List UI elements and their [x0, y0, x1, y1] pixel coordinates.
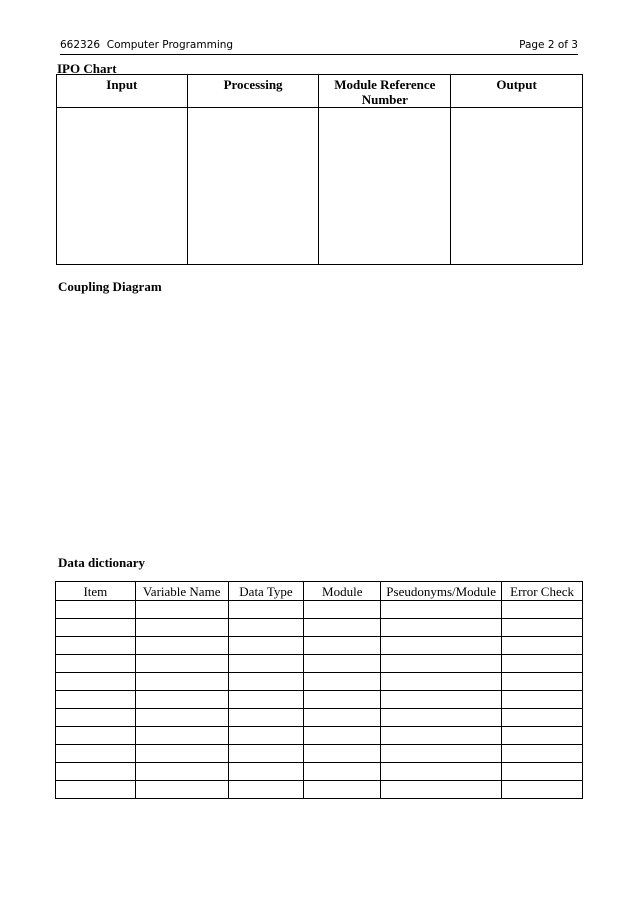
table-cell[interactable] [502, 727, 583, 745]
table-cell[interactable] [228, 637, 304, 655]
table-cell[interactable] [381, 655, 502, 673]
table-cell[interactable] [381, 601, 502, 619]
table-cell[interactable] [228, 691, 304, 709]
table-row [56, 655, 583, 673]
table-row [56, 601, 583, 619]
table-cell[interactable] [135, 619, 228, 637]
table-cell[interactable] [56, 727, 136, 745]
table-cell[interactable] [381, 673, 502, 691]
table-cell[interactable] [228, 619, 304, 637]
table-cell[interactable] [56, 763, 136, 781]
table-cell[interactable] [304, 709, 381, 727]
table-cell[interactable] [381, 619, 502, 637]
table-cell[interactable] [381, 763, 502, 781]
table-cell[interactable] [56, 601, 136, 619]
table-cell[interactable] [502, 655, 583, 673]
ipo-column-processing: Processing [187, 75, 319, 108]
table-cell[interactable] [502, 763, 583, 781]
table-cell[interactable] [135, 763, 228, 781]
table-cell[interactable] [56, 745, 136, 763]
table-cell[interactable] [56, 655, 136, 673]
table-row [56, 709, 583, 727]
ipo-output-cell[interactable] [451, 108, 583, 265]
table-cell[interactable] [304, 637, 381, 655]
table-cell[interactable] [135, 709, 228, 727]
page-header [60, 38, 578, 55]
table-cell[interactable] [304, 745, 381, 763]
table-cell[interactable] [135, 691, 228, 709]
table-cell[interactable] [56, 781, 136, 799]
ipo-body-row [57, 108, 583, 265]
table-cell[interactable] [381, 637, 502, 655]
table-row [56, 763, 583, 781]
table-cell[interactable] [381, 691, 502, 709]
data-dictionary-table [55, 581, 583, 799]
ipo-input-cell[interactable] [57, 108, 188, 265]
table-cell[interactable] [502, 691, 583, 709]
table-cell[interactable] [135, 745, 228, 763]
dd-column-module: Module [304, 582, 381, 601]
table-cell[interactable] [304, 655, 381, 673]
ipo-chart-heading: IPO Chart [57, 61, 117, 76]
table-cell[interactable] [228, 673, 304, 691]
table-row [56, 691, 583, 709]
table-cell[interactable] [502, 709, 583, 727]
ipo-column-input: Input [57, 75, 188, 108]
table-cell[interactable] [381, 781, 502, 799]
table-cell[interactable] [228, 601, 304, 619]
table-cell[interactable] [304, 619, 381, 637]
table-row [56, 673, 583, 691]
ipo-chart-table [56, 74, 583, 265]
table-cell[interactable] [56, 691, 136, 709]
ipo-column-module-reference-number: Module Reference Number [319, 75, 451, 108]
table-cell[interactable] [56, 637, 136, 655]
table-row [56, 619, 583, 637]
dd-column-error-check: Error Check [502, 582, 583, 601]
table-cell[interactable] [304, 673, 381, 691]
table-row [56, 727, 583, 745]
table-cell[interactable] [502, 673, 583, 691]
table-cell[interactable] [228, 655, 304, 673]
table-cell[interactable] [502, 637, 583, 655]
table-cell[interactable] [228, 781, 304, 799]
dd-column-item: Item [56, 582, 136, 601]
table-cell[interactable] [135, 601, 228, 619]
table-cell[interactable] [135, 781, 228, 799]
table-cell[interactable] [304, 601, 381, 619]
table-cell[interactable] [135, 727, 228, 745]
table-cell[interactable] [135, 655, 228, 673]
table-cell[interactable] [56, 673, 136, 691]
table-cell[interactable] [502, 619, 583, 637]
course-title: 662326 Computer Programming [60, 39, 234, 51]
dd-column-data-type: Data Type [228, 582, 304, 601]
table-cell[interactable] [228, 727, 304, 745]
table-cell[interactable] [228, 709, 304, 727]
table-cell[interactable] [381, 727, 502, 745]
ipo-processing-cell[interactable] [187, 108, 319, 265]
table-cell[interactable] [135, 637, 228, 655]
dd-column-variable-name: Variable Name [135, 582, 228, 601]
table-cell[interactable] [304, 781, 381, 799]
page-number: Page 2 of 3 [519, 39, 578, 51]
table-row [56, 745, 583, 763]
table-cell[interactable] [502, 781, 583, 799]
table-cell[interactable] [228, 763, 304, 781]
coupling-diagram-heading: Coupling Diagram [58, 279, 162, 294]
table-cell[interactable] [381, 709, 502, 727]
table-cell[interactable] [304, 763, 381, 781]
table-cell[interactable] [135, 673, 228, 691]
table-cell[interactable] [381, 745, 502, 763]
ipo-module-reference-cell[interactable] [319, 108, 451, 265]
data-dictionary-heading: Data dictionary [58, 555, 146, 570]
table-cell[interactable] [502, 601, 583, 619]
table-cell[interactable] [228, 745, 304, 763]
table-cell[interactable] [56, 709, 136, 727]
table-cell[interactable] [56, 619, 136, 637]
table-cell[interactable] [304, 727, 381, 745]
table-cell[interactable] [502, 745, 583, 763]
table-row [56, 781, 583, 799]
table-row [56, 637, 583, 655]
ipo-header-row [57, 75, 583, 108]
dd-column-pseudonyms-module: Pseudonyms/Module [381, 582, 502, 601]
data-dictionary-header-row [56, 582, 583, 601]
data-dictionary-body [56, 601, 583, 799]
ipo-column-output: Output [451, 75, 583, 108]
table-cell[interactable] [304, 691, 381, 709]
